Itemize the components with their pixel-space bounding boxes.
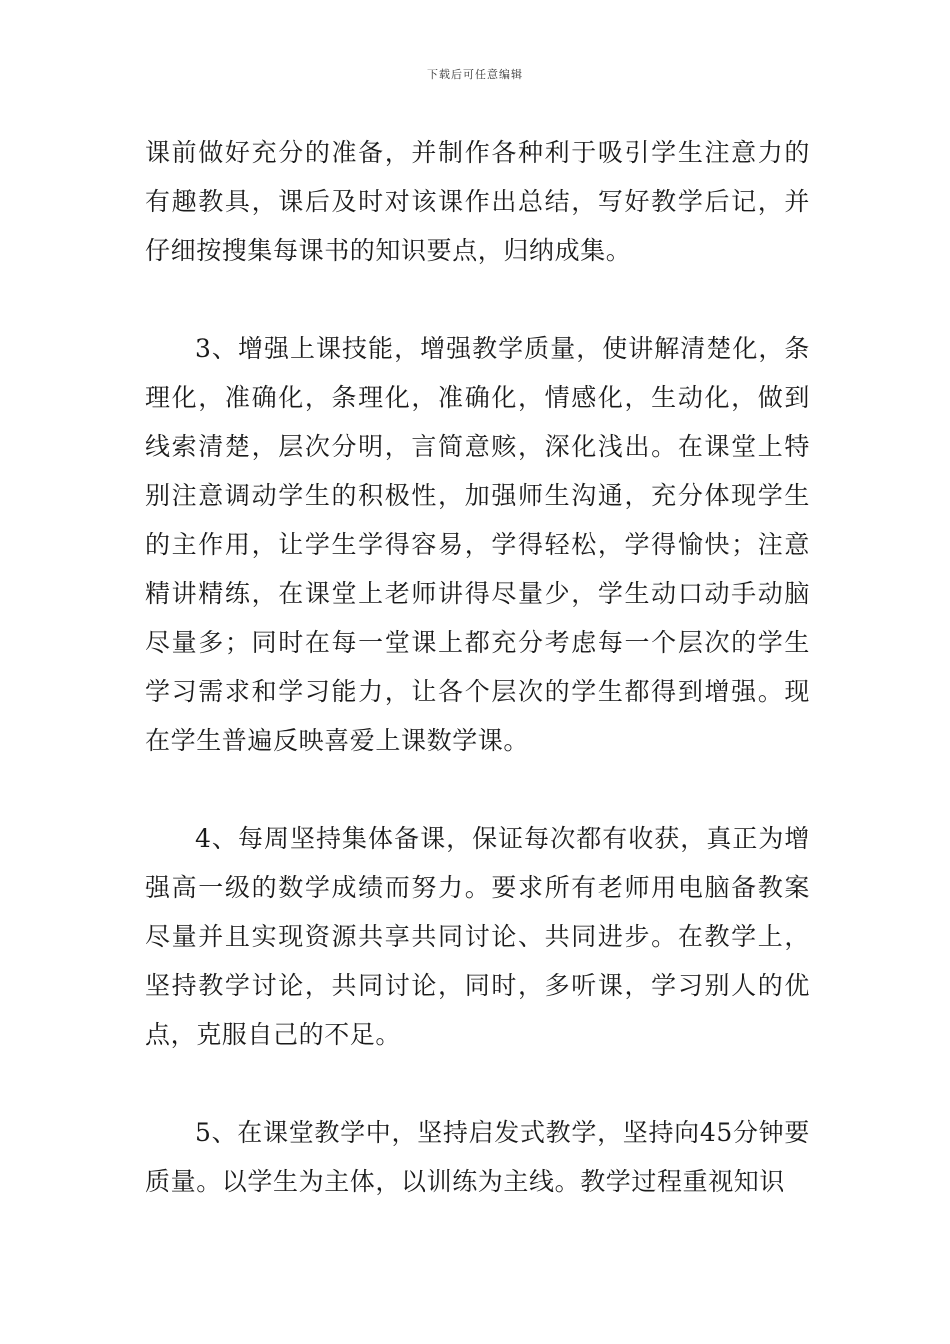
paragraph-spacer (145, 275, 810, 324)
document-body (145, 128, 810, 1206)
paragraph-spacer (145, 1059, 810, 1108)
paragraph-item-3: 3、增强上课技能，增强教学质量，使讲解清楚化，条理化，准确化，条理化，准确化，情感化，生动化，做到线索清楚，层次分明，言简意赅，深化浅出。在课堂上特别注意调动学生的积极性，加强师生沟通，充分体现学生的主作用，让学生学得容易，学得轻松，学得愉快；注意精讲精练，在课堂上老师讲得尽量少，学生动口动手动脑尽量多；同时在每一堂课上都充分考虑每一个层次的学生学习需求和学习能力，让各个层次的学生都得到增强。现在学生普遍反映喜爱上课数学课。 (145, 334, 810, 755)
page-header: 下载后可任意编辑 (427, 68, 523, 81)
paragraph-continuation: 课前做好充分的准备，并制作各种利于吸引学生注意力的有趣教具，课后及时对该课作出总结，写好教学后记，并仔细按搜集每课书的知识要点，归纳成集。 (145, 138, 810, 265)
paragraph-item-4: 4、每周坚持集体备课，保证每次都有收获，真正为增强高一级的数学成绩而努力。要求所有老师用电脑备教案尽量并且实现资源共享共同讨论、共同进步。在教学上，坚持教学讨论，共同讨论，同时，多听课，学习别人的优点，克服自己的不足。 (145, 824, 810, 1049)
paragraph-spacer (145, 765, 810, 814)
paragraph-item-5: 5、在课堂教学中，坚持启发式教学，坚持向45分钟要质量。以学生为主体，以训练为主线。教学过程重视知识 (145, 1118, 810, 1196)
